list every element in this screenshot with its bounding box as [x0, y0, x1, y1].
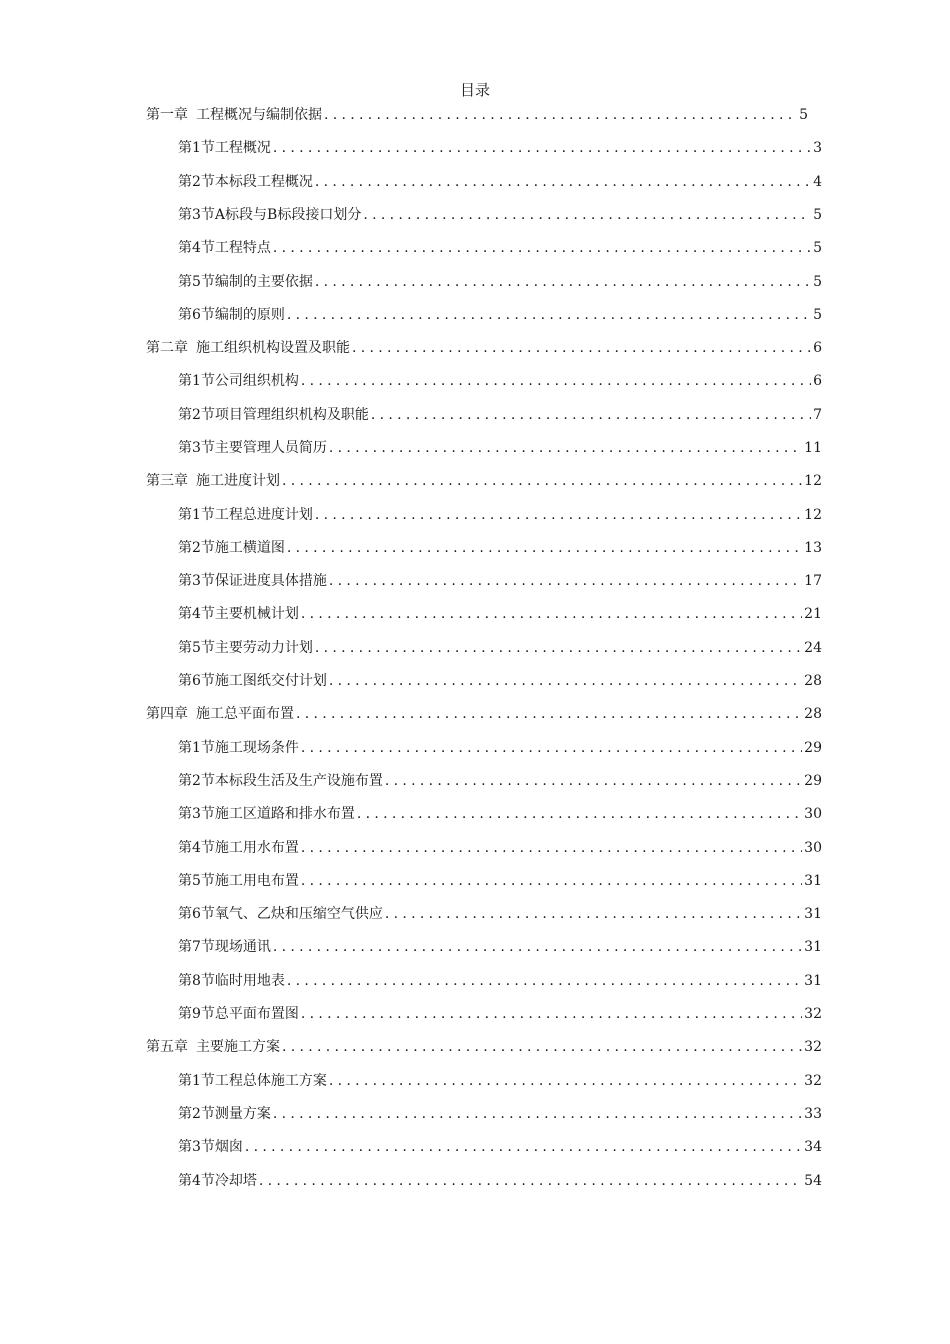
entry-page-number: 32	[804, 1073, 822, 1089]
entry-page-number: 31	[804, 873, 822, 889]
dot-leader	[363, 205, 811, 225]
entry-title: 主要管理人员简历	[214, 440, 327, 456]
entry-page-number: 31	[804, 973, 822, 989]
entry-number: 第6节	[178, 673, 215, 689]
toc-section-entry[interactable]	[178, 804, 822, 824]
entry-title: 编制的原则	[214, 307, 285, 323]
dot-leader	[273, 937, 802, 957]
entry-number: 第3节	[178, 573, 215, 589]
entry-page-number: 5	[813, 307, 822, 323]
entry-page-number: 28	[804, 706, 822, 722]
entry-number: 第4节	[178, 240, 215, 256]
entry-title: 氧气、乙炔和压缩空气供应	[214, 906, 383, 922]
entry-number: 第3节	[178, 1139, 215, 1155]
entry-title: 工程总体施工方案	[214, 1073, 327, 1089]
entry-page-number: 17	[804, 573, 822, 589]
toc-section-entry[interactable]	[178, 971, 822, 991]
dot-leader	[301, 604, 802, 624]
dot-leader	[301, 871, 802, 891]
entry-number: 第三章	[146, 473, 188, 489]
entry-title: 施工现场条件	[214, 740, 299, 756]
entry-number: 第五章	[146, 1039, 188, 1055]
entry-title: 施工用水布置	[214, 840, 299, 856]
entry-page-number: 31	[804, 906, 822, 922]
entry-page-number: 54	[804, 1173, 822, 1189]
toc-section-entry[interactable]	[178, 871, 822, 891]
entry-title: 烟囱	[214, 1139, 243, 1155]
entry-page-number: 32	[804, 1006, 822, 1022]
entry-title: A标段与B标段接口划分	[214, 207, 362, 223]
entry-title: 测量方案	[214, 1106, 271, 1122]
entry-number: 第6节	[178, 906, 215, 922]
entry-page-number: 34	[804, 1139, 822, 1155]
dot-leader	[273, 238, 811, 258]
dot-leader	[245, 1137, 802, 1157]
entry-number: 第1节	[178, 140, 215, 156]
entry-title: 主要机械计划	[214, 606, 299, 622]
toc-section-entry[interactable]	[178, 272, 822, 292]
toc-section-entry[interactable]	[178, 405, 822, 425]
entry-page-number: 4	[813, 174, 822, 190]
entry-page-number: 12	[804, 473, 822, 489]
entry-page-number: 13	[804, 540, 822, 556]
entry-number: 第2节	[178, 1106, 215, 1122]
entry-title: 主要施工方案	[196, 1039, 280, 1055]
dot-leader	[259, 1171, 802, 1191]
entry-page-number: 6	[813, 373, 822, 389]
dot-leader	[315, 272, 811, 292]
entry-page-number: 5	[799, 107, 808, 123]
entry-title: 主要劳动力计划	[214, 640, 313, 656]
entry-title: 工程概况	[214, 140, 271, 156]
entry-title: 施工进度计划	[196, 473, 280, 489]
entry-page-number: 31	[804, 939, 822, 955]
toc-chapter-entry[interactable]	[146, 704, 822, 724]
entry-title: 本标段工程概况	[214, 174, 313, 190]
entry-number: 第1节	[178, 507, 215, 523]
dot-leader	[352, 338, 811, 358]
dot-leader	[273, 138, 811, 158]
dot-leader	[301, 1004, 802, 1024]
toc-section-entry[interactable]	[178, 671, 822, 691]
toc-section-entry[interactable]	[178, 305, 822, 325]
entry-title: 施工总平面布置	[196, 706, 294, 722]
dot-leader	[287, 305, 811, 325]
entry-number: 第1节	[178, 1073, 215, 1089]
entry-number: 第4节	[178, 1173, 215, 1189]
entry-number: 第2节	[178, 174, 215, 190]
entry-title: 保证进度具体措施	[214, 573, 327, 589]
entry-page-number: 30	[804, 806, 822, 822]
dot-leader	[315, 638, 802, 658]
dot-leader	[385, 771, 802, 791]
toc-section-entry[interactable]	[178, 371, 822, 391]
entry-title: 工程特点	[214, 240, 271, 256]
dot-leader	[329, 438, 802, 458]
toc-section-entry[interactable]	[178, 538, 822, 558]
toc-section-entry[interactable]	[178, 638, 822, 658]
dot-leader	[329, 671, 802, 691]
toc-section-entry[interactable]	[178, 1004, 822, 1024]
toc-section-entry[interactable]	[178, 238, 822, 258]
entry-page-number: 7	[813, 407, 822, 423]
entry-number: 第3节	[178, 440, 215, 456]
dot-leader	[273, 1104, 802, 1124]
entry-title: 冷却塔	[214, 1173, 257, 1189]
entry-number: 第4节	[178, 606, 215, 622]
entry-page-number: 21	[804, 606, 822, 622]
entry-page-number: 29	[804, 740, 822, 756]
toc-section-entry[interactable]	[178, 571, 822, 591]
dot-leader	[315, 172, 811, 192]
entry-number: 第3节	[178, 207, 215, 223]
toc-chapter-entry[interactable]	[146, 105, 808, 125]
toc-section-entry[interactable]	[178, 604, 822, 624]
dot-leader	[296, 704, 802, 724]
dot-leader	[301, 371, 811, 391]
toc-section-entry[interactable]	[178, 138, 822, 158]
entry-number: 第4节	[178, 840, 215, 856]
entry-title: 施工图纸交付计划	[214, 673, 327, 689]
entry-title: 施工组织机构设置及职能	[196, 340, 350, 356]
entry-title: 工程概况与编制依据	[196, 107, 322, 123]
dot-leader	[324, 105, 797, 125]
entry-title: 本标段生活及生产设施布置	[214, 773, 383, 789]
dot-leader	[329, 571, 802, 591]
entry-page-number: 6	[813, 340, 822, 356]
entry-number: 第二章	[146, 340, 188, 356]
entry-title: 编制的主要依据	[214, 274, 313, 290]
dot-leader	[357, 804, 802, 824]
dot-leader	[282, 471, 802, 491]
entry-title: 项目管理组织机构及职能	[214, 407, 369, 423]
entry-title: 公司组织机构	[214, 373, 299, 389]
entry-title: 施工用电布置	[214, 873, 299, 889]
dot-leader	[301, 838, 802, 858]
entry-page-number: 12	[804, 507, 822, 523]
entry-number: 第1节	[178, 373, 215, 389]
entry-number: 第四章	[146, 706, 188, 722]
entry-page-number: 24	[804, 640, 822, 656]
entry-title: 总平面布置图	[214, 1006, 299, 1022]
toc-section-entry[interactable]	[178, 1171, 822, 1191]
entry-number: 第9节	[178, 1006, 215, 1022]
toc-section-entry[interactable]	[178, 771, 822, 791]
entry-title: 施工区道路和排水布置	[214, 806, 355, 822]
toc-section-entry[interactable]	[178, 1104, 822, 1124]
entry-number: 第6节	[178, 307, 215, 323]
entry-page-number: 5	[813, 240, 822, 256]
dot-leader	[301, 738, 802, 758]
entry-number: 第2节	[178, 407, 215, 423]
dot-leader	[329, 1071, 802, 1091]
entry-number: 第2节	[178, 773, 215, 789]
entry-title: 施工横道图	[214, 540, 285, 556]
entry-number: 第1节	[178, 740, 215, 756]
toc-chapter-entry[interactable]	[146, 338, 822, 358]
entry-number: 第2节	[178, 540, 215, 556]
dot-leader	[287, 538, 802, 558]
entry-page-number: 28	[804, 673, 822, 689]
toc-chapter-entry[interactable]	[146, 1037, 822, 1057]
entry-number: 第一章	[146, 107, 188, 123]
entry-number: 第5节	[178, 640, 215, 656]
entry-title: 工程总进度计划	[214, 507, 313, 523]
entry-page-number: 5	[813, 207, 822, 223]
toc-title: 目录	[459, 81, 490, 99]
entry-page-number: 11	[804, 440, 822, 456]
toc-section-entry[interactable]	[178, 1137, 822, 1157]
entry-page-number: 33	[804, 1106, 822, 1122]
toc-section-entry[interactable]	[178, 937, 822, 957]
entry-page-number: 32	[804, 1039, 822, 1055]
toc-section-entry[interactable]	[178, 838, 822, 858]
entry-page-number: 30	[804, 840, 822, 856]
toc-section-entry[interactable]	[178, 505, 822, 525]
entry-number: 第5节	[178, 274, 215, 290]
entry-number: 第8节	[178, 973, 215, 989]
entry-number: 第5节	[178, 873, 215, 889]
entry-number: 第3节	[178, 806, 215, 822]
dot-leader	[282, 1037, 802, 1057]
entry-page-number: 5	[813, 274, 822, 290]
entry-page-number: 29	[804, 773, 822, 789]
dot-leader	[287, 971, 802, 991]
entry-title: 现场通讯	[214, 939, 271, 955]
toc-section-entry[interactable]	[178, 205, 822, 225]
toc-section-entry[interactable]	[178, 904, 822, 924]
entry-number: 第7节	[178, 939, 215, 955]
toc-section-entry[interactable]	[178, 172, 822, 192]
entry-title: 临时用地表	[214, 973, 285, 989]
dot-leader	[371, 405, 811, 425]
entry-page-number: 3	[813, 140, 822, 156]
toc-section-entry[interactable]	[178, 1071, 822, 1091]
toc-section-entry[interactable]	[178, 738, 822, 758]
dot-leader	[385, 904, 802, 924]
dot-leader	[315, 505, 802, 525]
toc-section-entry[interactable]	[178, 438, 822, 458]
toc-chapter-entry[interactable]	[146, 471, 822, 491]
